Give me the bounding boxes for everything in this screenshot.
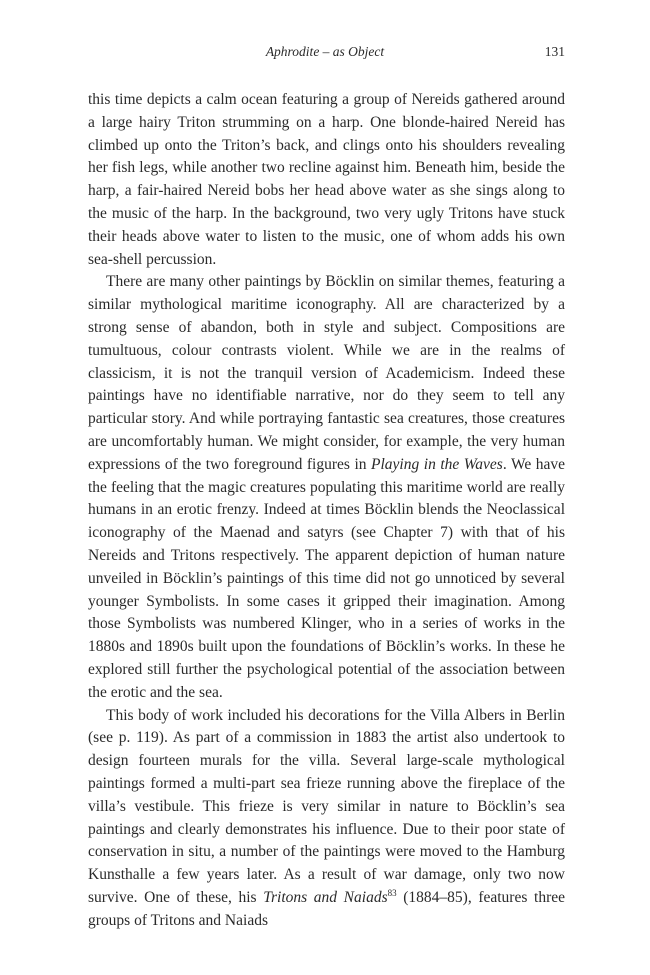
paragraph-text: There are many other paintings by Böcklin on similar themes, featuring a similar mythological maritime iconography. All are characterized by a strong sense of abandon, both in style and subject. Compositions are tumultuous, colour contrasts violent. While we are in the realms of classicism, it is not the tranquil version of Academicism. Indeed these paintings have no identifiable narrative, nor do they seem to tell any particular story. And while portraying fantastic sea creatures, those creatures are uncomfortably human. We might consider, for example, the very human expressions of the two foreground figures in bbox=[88, 273, 565, 473]
body-text bbox=[88, 89, 565, 932]
paragraph-3 bbox=[88, 705, 565, 933]
running-head bbox=[0, 44, 650, 64]
paragraph-2 bbox=[88, 271, 565, 704]
paragraph-text: This body of work included his decorations for the Villa Albers in Berlin (see p. 119). As part of a commission in 1883 the artist also undertook to design fourteen murals for the villa. Several large-scale mythological paintings formed a multi-part sea frieze running above the fireplace of the villa’s vestibule. This frieze is very similar in nature to Böcklin’s sea paintings and clearly demonstrates his influence. Due to their poor state of conservation in situ, a number of the paintings were moved to the Hamburg Kunsthalle a few years later. As a result of war damage, only two now survive. One of these, his bbox=[88, 706, 565, 906]
paragraph-text: (1884–85), features three groups of Tritons and Naiads bbox=[88, 888, 565, 929]
paragraph-text: this time depicts a calm ocean featuring a group of Nereids gathered around a large hairy Triton strumming on a harp. One blonde-haired Nereid has climbed up onto the Triton’s back, and clings onto his shoulders revealing her fish legs, while another two recline against him. Beneath him, beside the harp, a fair-haired Nereid bobs her head above water as she sings along to the music of the harp. In the background, two very ugly Tritons have stuck their heads above water to listen to the music, one of whom adds his own sea-shell percussion. bbox=[88, 91, 565, 268]
artwork-title: Tritons and Naiads bbox=[263, 888, 388, 906]
footnote-ref: 83 bbox=[387, 887, 397, 898]
page-number: 131 bbox=[544, 44, 565, 59]
artwork-title: Playing in the Waves bbox=[371, 455, 503, 473]
paragraph-text: . We have the feeling that the magic creatures populating this maritime world are really humans in an erotic frenzy. Indeed at times Böcklin blends the Neoclassical iconography of the Maenad and satyrs (see Chapter 7) with that of his Nereids and Tritons respectively. The apparent depiction of human nature unveiled in Böcklin’s paintings of this time did not go unnoticed by several younger Symbolists. In some cases it gripped their imagination. Among those Symbolists was numbered Klinger, who in a series of works in the 1880s and 1890s built upon the foundations of Böcklin’s works. In these he explored still further the psychological potential of the association between the erotic and the sea. bbox=[88, 455, 565, 701]
paragraph-1 bbox=[88, 89, 565, 271]
running-title: Aphrodite – as Object bbox=[265, 44, 385, 59]
